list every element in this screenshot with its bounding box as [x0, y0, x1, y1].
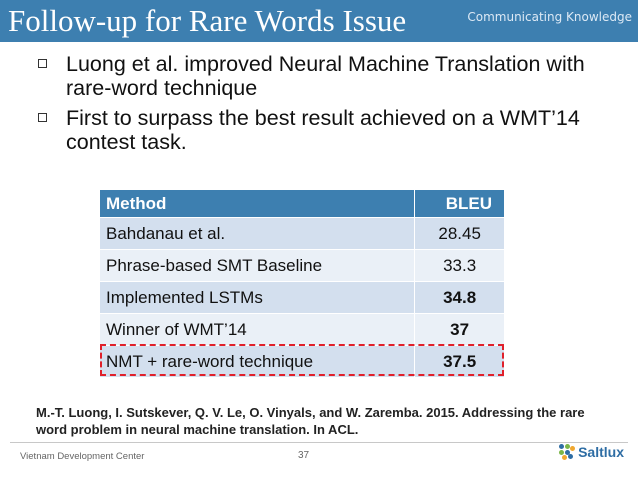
page-number: 37 — [298, 450, 310, 461]
method-cell: Bahdanau et al. — [100, 218, 415, 250]
method-cell: NMT + rare-word technique — [100, 346, 415, 378]
column-header-bleu: BLEU — [415, 190, 504, 218]
table-row — [100, 282, 504, 314]
bullet-list — [38, 52, 598, 160]
table-row — [100, 218, 504, 250]
bullet-text: First to surpass the best result achieved on a WMT’14 contest task. — [66, 106, 580, 154]
logo-dots-icon — [559, 444, 575, 460]
header-tagline: Communicating Knowledge — [467, 10, 632, 24]
slide-title: Follow-up for Rare Words Issue — [8, 3, 407, 38]
method-cell: Winner of WMT’14 — [100, 314, 415, 346]
table-row — [100, 250, 504, 282]
method-cell: Phrase-based SMT Baseline — [100, 250, 415, 282]
checkbox-bullet-icon — [38, 113, 47, 122]
bleu-cell: 37 — [415, 314, 504, 346]
column-header-method: Method — [100, 190, 415, 218]
bleu-cell: 28.45 — [415, 218, 504, 250]
table-header-row — [100, 190, 504, 218]
bullet-item — [38, 52, 598, 100]
company-logo — [559, 444, 624, 460]
checkbox-bullet-icon — [38, 59, 47, 68]
citation-text: M.-T. Luong, I. Sutskever, Q. V. Le, O. Vinyals, and W. Zaremba. 2015. Addressing the rare word problem in neural machine translation. In ACL. — [36, 405, 585, 437]
logo-text: Saltlux — [578, 444, 624, 460]
footer-organization: Vietnam Development Center — [20, 451, 145, 462]
bullet-text: Luong et al. improved Neural Machine Translation with rare-word technique — [66, 52, 585, 100]
footer-divider — [10, 442, 628, 443]
bleu-cell: 33.3 — [415, 250, 504, 282]
bleu-cell: 34.8 — [415, 282, 504, 314]
results-table — [100, 190, 504, 377]
method-cell: Implemented LSTMs — [100, 282, 415, 314]
bullet-item — [38, 106, 598, 154]
bleu-cell: 37.5 — [415, 346, 504, 378]
table-row — [100, 314, 504, 346]
table-row-highlighted — [100, 346, 504, 378]
